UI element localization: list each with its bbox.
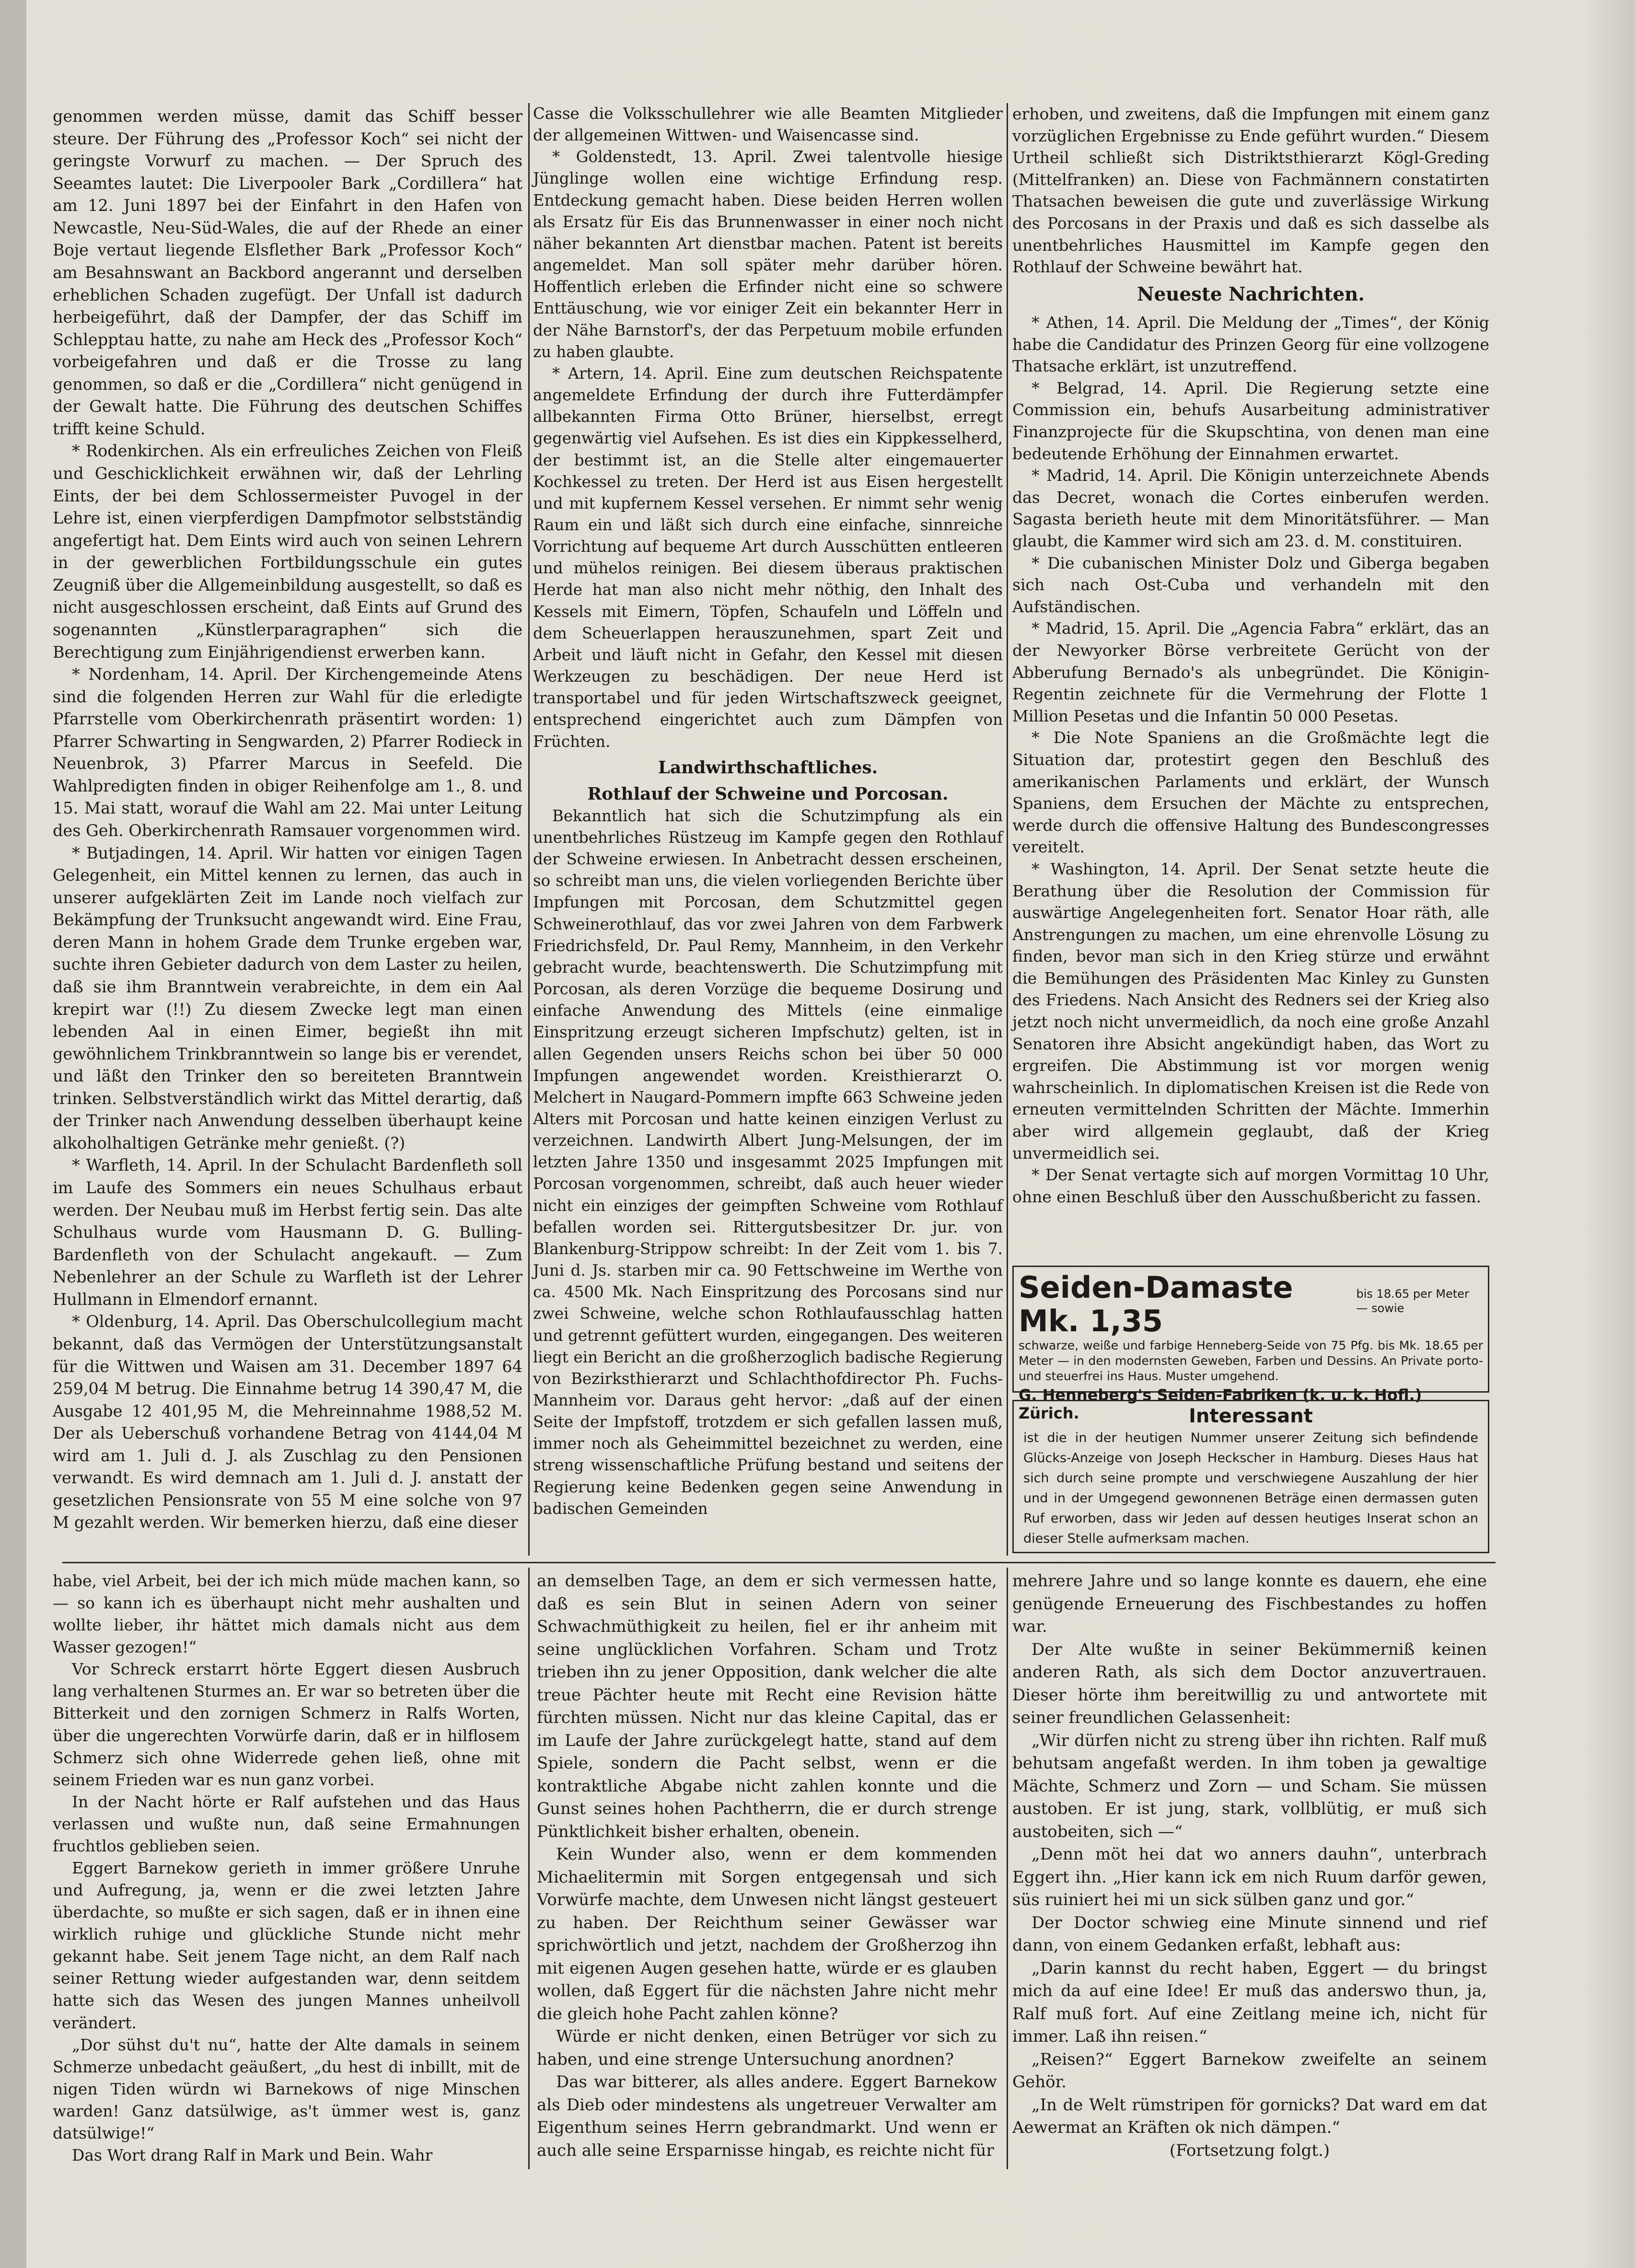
section-title: Neueste Nachrichten. [1137,283,1365,305]
column-1 [53,105,522,1534]
feuilleton-column-3 [1012,1570,1487,2162]
section-subtitle: Rothlauf der Schweine und Porcosan. [587,783,949,804]
feuilleton-column-2 [537,1570,997,2162]
column-divider-2 [1007,103,1008,1556]
ad-interessant-body: ist die in der heutigen Nummer unserer Zeitung sich befindende Glücks-Anzeige von Joseph Heckscher in Hamburg. Dieses Haus hat sich durch seine prompte und verschwiegene Auszahlung der hier und in der Umgegend gewonnenen Beträge einen dermassen guten Ruf erworben, dass wir Jeden auf dessen heutiges Inserat schon an dieser Stelle aufmerksam machen. [1023,1431,1478,1546]
feuilleton-paragraph: „Wir dürfen nicht zu streng über ihn richten. Ralf muß behutsam angefaßt werden. In ihm toben ja gewaltige Mächte, Schmerz und Zorn — und Scham. Sie müssen austoben. Er ist jung, stark, vollblütig, er muß sich austobeiten, sich —“ [1012,1731,1487,1841]
article-paragraph: * Rodenkirchen. Als ein erfreuliches Zeichen von Fleiß und Geschicklichkeit erwähnen wir, daß der Lehrling Eints, der bei dem Schlossermeister Puvogel in der Lehre ist, einen vierpferdigen Dampfmotor selbstständig angefertigt hat. Dem Eints wird auch von seinen Lehrern in der gewerblichen Fortbildungsschule ein gutes Zeugniß über die Allgemeinbildung ausgestellt, so daß es nicht ausgeschlossen erscheint, daß Eints auf Grund des sogenannten „Künstlerparagraphen“ sich die Berechtigung zum Einjährigendienst erwerben kann. [53,442,522,662]
news-paragraph: * Die Note Spaniens an die Großmächte legt die Situation dar, protestirt gegen den Beschluß des amerikanischen Parlaments und erklärt, der Wunsch Spaniens, dem Ersuchen der Mächte zu entsprechen, werde durch die offensive Haltung des Bundescongresses vereitelt. [1012,728,1489,857]
ad-seide-title: Seiden-Damaste Mk. 1,35 [1019,1270,1293,1338]
article-paragraph: * Oldenburg, 14. April. Das Oberschulcollegium macht bekannt, daß das Vermögen der Unterstützungsanstalt für die Wittwen und Waisen am 31. December 1897 64 259,04 M betrug. Die Einnahme betrug 14 390,47 M, die Ausgabe 12 401,95 M, die Mehreinnahme 1988,52 M. Der als Ueberschuß vorhandene Betrag von 4144,04 M wird am 1. Juli d. J. als Zuschlag zu den Pensionen verwandt. Es wird demnach am 1. Juli d. J. anstatt der gesetzlichen Pensionsrate von 55 M eine solche von 97 M gezahlt werden. Wir bemerken hierzu, daß eine dieser [53,1312,522,1532]
news-paragraph: * Athen, 14. April. Die Meldung der „Times“, der König habe die Candidatur des Prinzen Georg für eine vollzogene Thatsache erklärt, ist unzutreffend. [1012,313,1489,376]
feuilleton-paragraph: Kein Wunder also, wenn er dem kommenden Michaelitermin mit Sorgen entgegensah und sich Vorwürfe machte, dem Unwesen nicht längst gesteuert zu haben. Der Reichthum seiner Gewässer war sprichwörtlich und jetzt, nachdem der Großherzog ihn mit eigenen Augen gesehen hatte, würde er es glauben wollen, daß Eggert für die nächsten Jahre nicht mehr die gleich hohe Pacht zahlen könne? [537,1845,997,2024]
article-paragraph: * Nordenham, 14. April. Der Kirchengemeinde Atens sind die folgenden Herren zur Wahl für die erledigte Pfarrstelle vom Oberkirchenrath präsentirt worden: 1) Pfarrer Schwarting in Sengwarden, 2) Pfarrer Rodieck in Neuenbrok, 3) Pfarrer Marcus in Seefeld. Die Wahlpredigten finden in obiger Reihenfolge am 1., 8. und 15. Mai statt, worauf die Wahl am 22. Mai unter Leitung des Geh. Oberkirchenrath Ramsauer vorgenommen wird. [53,665,522,840]
news-paragraph: * Die cubanischen Minister Dolz und Giberga begaben sich nach Ost-Cuba und verhandeln mit den Aufständischen. [1012,553,1489,616]
feuilleton-paragraph: mehrere Jahre und so lange konnte es dauern, ehe eine genügende Erneuerung des Fischbestandes zu hoffen war. [1012,1571,1487,1636]
feuilleton-paragraph: „Denn möt hei dat wo anners dauhn“, unterbrach Eggert ihn. „Hier kann ick em nich Ruum darför gewen, süs ruiniert hei mi un sick sülben ganz und gor.“ [1012,1845,1487,1909]
article-paragraph: * Butjadingen, 14. April. Wir hatten vor einigen Tagen Gelegenheit, ein Mittel kennen zu lernen, das auch in unserer aufgeklärten Zeit im Lande noch vielfach zur Bekämpfung der Trunksucht angewandt wird. Eine Frau, deren Mann in hohem Grade dem Trunke ergeben war, suchte ihren Gebieter dadurch von dem Laster zu heilen, daß sie ihm Branntwein verabreichte, in dem ein Aal krepirt war (!!) Zu diesem Zwecke legt man einen lebenden Aal in einen Eimer, begießt ihn mit gewöhnlichem Trinkbranntwein so lange bis er verendet, und läßt den Trinker den so bereiteten Branntwein trinken. Selbstverständlich wirkt das Mittel derartig, daß der Trinker nach Anwendung desselben überhaupt keine alkoholhaltigen Getränke mehr genießt. (?) [53,843,522,1152]
feuilleton-paragraph: „In de Welt rümstripen för gornicks? Dat ward em dat Aewermat an Kräften ok nich dämpen.“ [1012,2095,1487,2137]
feuilleton-paragraph: Würde er nicht denken, einen Betrüger vor sich zu haben, und eine strenge Untersuchung anordnen? [537,2027,997,2069]
column-3 [1012,103,1489,1208]
ad-seide-price-note: bis 18.65 per Meter — sowie [1356,1287,1469,1315]
feuilleton-paragraph: „Dor sühst du't nu“, hatte der Alte damals in seinem Schmerze unbedacht geäußert, „du hest di inbillt, mit de nigen Tiden würdn wi Barnekows of nige Minschen warden! Ganz datsülwige, as't ümmer west is, ganz datsülwige!“ [53,2035,520,2142]
news-paragraph: * Washington, 14. April. Der Senat setzte heute die Berathung über die Resolution der Commission für auswärtige Angelegenheiten fort. Senator Hoar räth, alle Anstrengungen zu machen, um eine ehrenvolle Lösung zu finden, bevor man sich in den Krieg stürze und erwähnt die Bemühungen des Präsidenten Mac Kinley zu Gunsten des Friedens. Nach Ansicht des Redners sei der Krieg also jetzt noch nicht unvermeidlich, da noch eine große Anzahl Senatoren ihre Absicht angekündigt haben, das Wort zu ergreifen. Die Abstimmung ist vor morgen wenig wahrscheinlich. In diplomatischen Kreisen ist die Rede von erneuten vermittelnden Schritten der Mächte. Immerhin aber wird allgemein geglaubt, daß der Krieg unvermeidlich sei. [1012,859,1489,1163]
article-paragraph: * Goldenstedt, 13. April. Zwei talentvolle hiesige Jünglinge wollen eine wichtige Erfindung resp. Entdeckung gemacht haben. Diese beiden Herren wollen als Ersatz für Eis das Brunnenwasser in einer noch nicht näher bekannten Art dienstbar machen. Patent ist bereits angemeldet. Man soll später mehr darüber hören. Hoffentlich erleben die Erfinder nicht eine so schwere Enttäuschung, wie vor einiger Zeit ein bekannter Herr in der Nähe Barnstorf's, der das Perpetuum mobile erfunden zu haben glaubte. [533,148,1003,361]
feuilleton-paragraph: habe, viel Arbeit, bei der ich mich müde machen kann, so — so kann ich es überhaupt nicht mehr aushalten und wollte lieber, ihr hättet mich damals nicht aus dem Wasser gezogen!“ [53,1571,520,1657]
advertisement-interessant [1012,1400,1489,1553]
article-paragraph: * Warfleth, 14. April. In der Schulacht Bardenfleth soll im Laufe des Sommers ein neues Schulhaus erbaut werden. Der Neubau muß im Herbst fertig sein. Das alte Schulhaus wurde vom Hausmann D. G. Bulling-Bardenfleth von der Schulacht angekauft. — Zum Nebenlehrer an der Schule zu Warfleth ist der Lehrer Hullmann in Elmendorf ernannt. [53,1156,522,1309]
feuilleton-divider [62,1562,1496,1563]
feuilleton-paragraph: an demselben Tage, an dem er sich vermessen hatte, daß es sein Blut in seinen Adern von seiner Schwachmüthigkeit zu heilen, fiel er ihr anheim mit seine unglücklichen Vorfahren. Scham und Trotz trieben ihn zu jener Opposition, dank welcher die alte treue Pächter heute mit Recht eine Revision hätte fürchten müssen. Nicht nur das kleine Capital, das er im Laufe der Jahre zurückgelegt hatte, stand auf dem Spiele, sondern die Pacht selbst, wenn er die kontraktliche Abgabe nicht zahlen konnte und die Gunst seines hohen Pachtherrn, die er durch strenge Pünktlichkeit bisher erhalten, obenein. [537,1571,997,1841]
feuilleton-paragraph: „Reisen?“ Eggert Barnekow zweifelte an seinem Gehör. [1012,2049,1487,2092]
article-paragraph: Bekanntlich hat sich die Schutzimpfung als ein unentbehrliches Rüstzeug im Kampfe gegen den Rothlauf der Schweine erwiesen. In Anbetracht dessen erscheinen, so schreibt man uns, die vielen vorliegenden Berichte über Impfungen mit Porcosan, dem Schutzmittel gegen Schweinerothlauf, das vor zwei Jahren von dem Farbwerk Friedrichsfeld, Dr. Paul Remy, Mannheim, in den Verkehr gebracht wurde, beachtenswerth. Die Schutzimpfung mit Porcosan, als deren Vorzüge die bequeme Dosirung und einfache Anwendung des Mittels (eine einmalige Einspritzung erzeugt sicheren Impfschutz) gelten, ist in allen Gegenden unsers Reichs schon bei über 50 000 Impfungen angewendet worden. Kreisthierarzt O. Melchert in Naugard-Pommern impfte 663 Schweine jeden Alters mit Porcosan und hatte keinen einzigen Verlust zu verzeichnen. Landwirth Albert Jung-Melsungen, der im letzten Jahre 1350 und insgesammt 2025 Impfungen mit Porcosan vorgenommen, schreibt, daß auch heuer wieder nicht ein einziges der geimpften Schweine vom Rothlauf befallen worden sei. Rittergutsbesitzer Dr. jur. von Blankenburg-Strippow schreibt: In der Zeit vom 1. bis 7. Juni d. Js. starben mir ca. 90 Fettschweine im Werthe von ca. 4500 Mk. Nach Einspritzung des Porcosans sind nur zwei Schweine, welche schon Rothlaufausschlag hatten und getrennt gefüttert wurden, eingegangen. Des weiteren liegt ein Bericht an die großherzoglich badische Regierung von Bezirksthierarzt und Schlachthofdirector Ph. Fuchs-Mannheim vor. Daraus geht hervor: „daß auf der einen Seite der Impfstoff, trotzdem er sich gefallen lassen muß, immer noch als Geheimmittel bezeichnet zu werden, eine streng wissenschaftliche Prüfung bestand und seitens der Regierung keine Bedenken gegen seine Anwendung in badischen Gemeinden [533,806,1003,1518]
column-divider-1 [528,103,530,1556]
ad-seide-footer: G. Henneberg's Seiden-Fabriken (k. u. k. Hofl.) Zürich. [1019,1386,1422,1422]
article-paragraph: genommen werden müsse, damit das Schiff besser steure. Der Führung des „Professor Koch“ sei nicht der geringste Vorwurf zu machen. — Der Spruch des Seeamtes lautet: Die Liverpooler Bark „Cordillera“ hat am 12. Juni 1897 bei der Einfahrt in den Hafen von Newcastle, Neu-Süd-Wales, die auf der Rhede an einer Boje vertaut liegende Elsflether Bark „Professor Koch“ am Besahnswant an Backbord angerannt und derselben erheblichen Schaden zugefügt. Der Unfall ist dadurch herbeigeführt, daß der Dampfer, der das Schiff im Schlepptau hatte, zu nahe am Heck des „Professor Koch“ vorbeigefahren und daß er die Trosse zu lang genommen, so daß er die „Cordillera“ nicht genügend in der Gewalt hatte. Die Führung des deutschen Schiffes trifft keine Schuld. [53,107,522,438]
binding-gutter [0,0,26,2268]
section-title: Landwirthschaftliches. [658,757,878,778]
feuilleton-paragraph: Das war bitterer, als alles andere. Eggert Barnekow als Dieb oder mindestens als ungetreuer Verwalter am Eigenthum seines Herrn gebrandmarkt. Und wenn er auch alle seine Ersparnisse hingab, es reichte nicht für [537,2072,997,2160]
feuilleton-paragraph: „Darin kannst du recht haben, Eggert — du bringst mich da auf eine Idee! Er muß das anderswo thun, ja, Ralf muß fort. Auf eine Zeitlang meine ich, nicht für immer. Laß ihn reisen.“ [1012,1958,1487,2046]
feuilleton-column-1 [53,1570,520,2166]
feuilleton-paragraph: In der Nacht hörte er Ralf aufstehen und das Haus verlassen und wußte nun, daß seine Ermahnungen fruchtlos geblieben seien. [53,1792,520,1855]
article-paragraph: Casse die Volksschullehrer wie alle Beamten Mitglieder der allgemeinen Wittwen- und Waisencasse sind. [533,105,1003,145]
feuilleton-paragraph: Das Wort drang Ralf in Mark und Bein. Wahr [72,2146,433,2165]
ad-seide-body: schwarze, weiße und farbige Henneberg-Seide von 75 Pfg. bis Mk. 18.65 per Meter — in den modernsten Geweben, Farben und Dessins. An Private porto- und steuerfrei ins Haus. Muster umgehend. [1019,1338,1483,1383]
ad-interessant-title: Interessant [1189,1405,1313,1427]
news-paragraph: * Belgrad, 14. April. Die Regierung setzte eine Commission ein, behufs Ausarbeitung administrativer Finanzprojecte für die Skupschtina, von denen man eine bedeutende Erhöhung der Einnahmen erwartet. [1012,378,1489,463]
feuilleton-paragraph: Vor Schreck erstarrt hörte Eggert diesen Ausbruch lang verhaltenen Sturmes an. Er war so betreten über die Bitterkeit und den zornigen Schmerz in Ralfs Worten, über die ungerechten Vorwürfe darin, daß er in hilflosem Schmerz sich ohne Widerrede gehen ließ, ohne mit seinem Frieden war es nun ganz vorbei. [53,1660,520,1789]
feuilleton-paragraph: Eggert Barnekow gerieth in immer größere Unruhe und Aufregung, ja, wenn er die zwei letzten Jahre überdachte, so mußte er sich sagen, daß er in ihnen eine wirklich ruhige und glückliche Stunde nicht mehr gekannt habe. Seit jenem Tage nicht, an dem Ralf nach seiner Rettung wieder aufgestanden war, denn seitdem hatte sich das Wesen des jungen Mannes unheilvoll verändert. [53,1859,520,2032]
column-2 [533,103,1003,1520]
feuilleton-divider-2 [1007,1568,1008,2169]
feuilleton-divider-1 [528,1568,530,2169]
news-paragraph: * Madrid, 15. April. Die „Agencia Fabra“ erklärt, das an der Newyorker Börse verbreitete Gerücht von der Abberufung Bernado's als unbegründet. Die Königin-Regentin zeichnete für die Vermehrung der Flotte 1 Million Pesetas und die Infantin 50 000 Pesetas. [1012,619,1489,725]
news-paragraph: * Madrid, 14. April. Die Königin unterzeichnete Abends das Decret, wonach die Cortes einberufen werden. Sagasta berieth heute mit dem Minoritätsführer. — Man glaubt, die Kammer wird sich am 23. d. M. constituiren. [1012,466,1489,550]
continuation-note: (Fortsetzung folgt.) [1169,2140,1330,2160]
feuilleton-paragraph: Der Doctor schwieg eine Minute sinnend und rief dann, von einem Gedanken erfaßt, lebhaft aus: [1012,1913,1487,1955]
article-paragraph: * Artern, 14. April. Eine zum deutschen Reichspatente angemeldete Erfindung der durch ihre Futterdämpfer allbekannten Firma Otto Brüner, hierselbst, erregt gegenwärtig viel Aufsehen. Es ist dies ein Kippkesselherd, der bestimmt ist, an die Stelle alter eingemauerter Kochkessel zu treten. Der Herd ist aus Eisen hergestellt und mit kupfernem Kessel versehen. Er nimmt sehr wenig Raum ein und läßt sich durch eine einfache, sinnreiche Vorrichtung auf bequeme Art durch Ausschütten entleeren und mühelos reinigen. Bei diesem überaus praktischen Herde hat man also nicht mehr nöthig, den Inhalt des Kessels mit Eimern, Töpfen, Schaufeln und Löffeln und dem Scheuerlappen herauszunehmen, spart Zeit und Arbeit und läuft nicht in Gefahr, den Kessel mit diesen Werkzeugen zu beschädigen. Der neue Herd ist transportabel und für jeden Wirtschaftszweck geeignet, entsprechend eingerichtet auch zum Dämpfen von Früchten. [533,364,1003,751]
article-paragraph: erhoben, und zweitens, daß die Impfungen mit einem ganz vorzüglichen Ergebnisse zu Ende geführt wurden.“ Diesem Urtheil schließt sich Distriktsthierarzt Kögl-Greding (Mittelfranken) an. Diese von Fachmännern constatirten Thatsachen beweisen die gute und zuverlässige Wirkung des Porcosans in der Praxis und daß es sich dasselbe als unentbehrliches Hausmittel im Kampfe gegen den Rothlauf der Schweine bewährt hat. [1012,105,1489,277]
news-paragraph: * Der Senat vertagte sich auf morgen Vormittag 10 Uhr, ohne einen Beschluß über den Ausschußbericht zu fassen. [1012,1165,1489,1206]
feuilleton-paragraph: Der Alte wußte in seiner Bekümmerniß keinen anderen Rath, als sich dem Doctor anzuvertrauen. Dieser hörte ihm bereitwillig zu und antwortete mit seiner freundlichen Gelassenheit: [1012,1640,1487,1727]
